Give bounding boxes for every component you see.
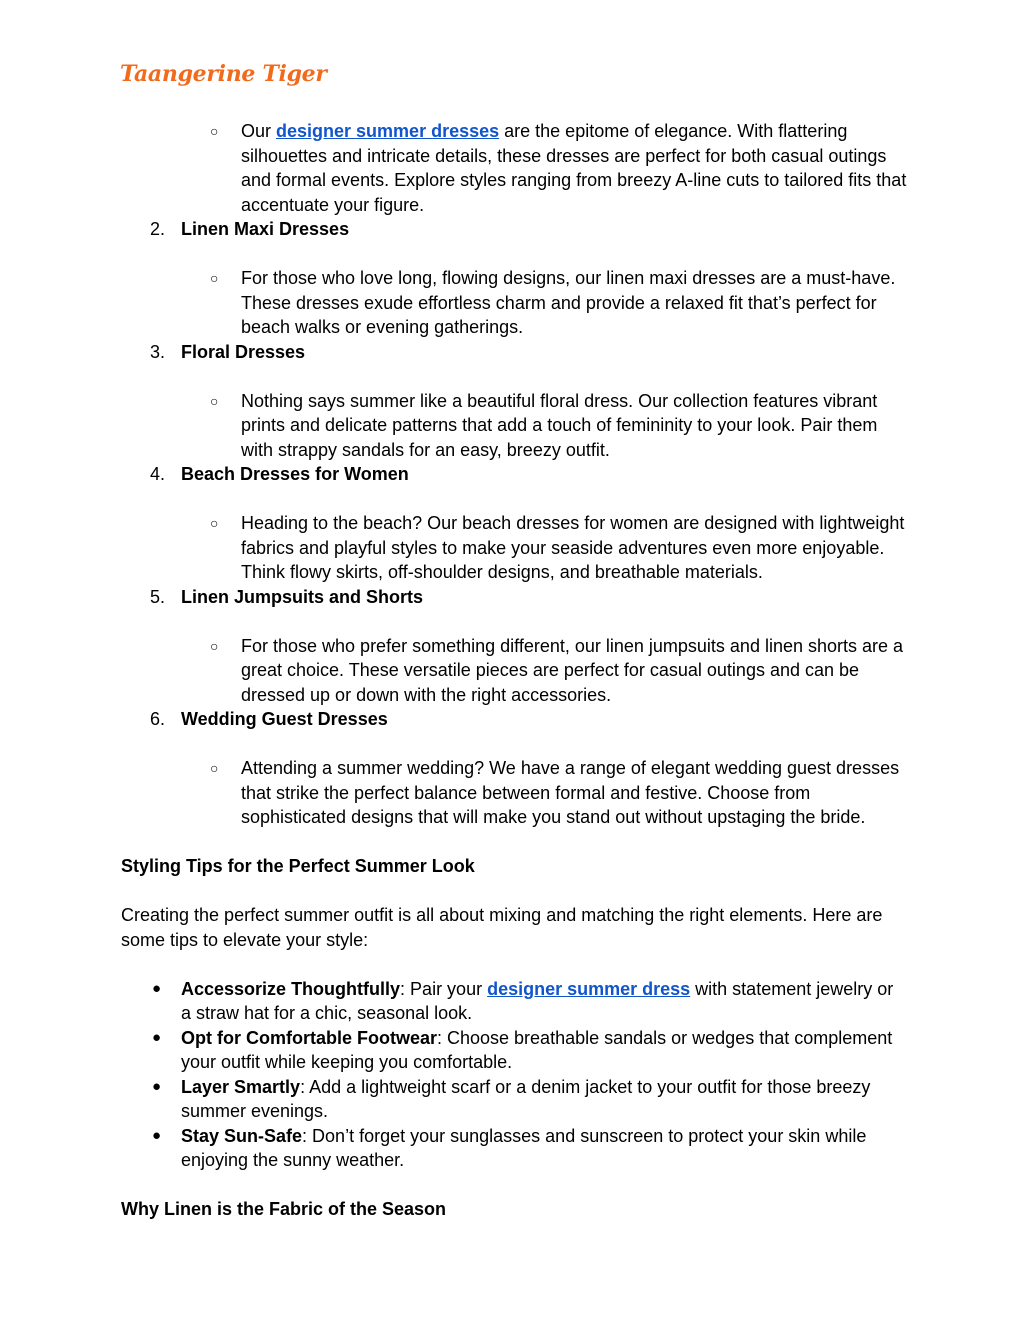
- tip-item: [152, 977, 901, 1026]
- numbered-title: Beach Dresses for Women: [181, 464, 409, 484]
- list-item: [210, 511, 907, 585]
- tip-text: : Don’t forget your sunglasses and sunscreen to protect your skin while enjoying the sunny weather.: [181, 1125, 867, 1170]
- list-item: [210, 266, 907, 340]
- list-number: 5.: [150, 586, 166, 607]
- bullet-dot-icon: ●: [152, 979, 162, 997]
- item-text-rest: are the epitome of elegance. With flattering silhouettes and intricate details, these dresses are perfect for both casual outings and formal events. Explore styles ranging from breezy A-line cuts to tailored fits that accentuate your figure.: [241, 121, 907, 215]
- list-number: 4.: [150, 464, 166, 484]
- numbered-title: Floral Dresses: [181, 341, 306, 362]
- item-text: Heading to the beach? Our beach dresses for women are designed with lightweight fabrics and playful styles to make your seaside adventures even more enjoyable. Think flowy skirts, off-shoulder designs, and breathable materials.: [241, 513, 905, 582]
- tip-title: Layer Smartly: [181, 1076, 301, 1097]
- bullet-dot-icon: ●: [152, 1077, 162, 1095]
- tip-item: [152, 1026, 901, 1075]
- bullet-dot-icon: ●: [152, 1028, 162, 1046]
- document-body: [0, 119, 1024, 1222]
- tip-text-end: with statement jewelry or a straw hat for a chic, seasonal look.: [181, 978, 894, 1023]
- bullet-dot-icon: ●: [152, 1126, 162, 1144]
- list-item-designer-dresses: [210, 119, 907, 217]
- tip-title: Opt for Comfortable Footwear: [181, 1027, 437, 1048]
- tip-title: Accessorize Thoughtfully: [181, 978, 401, 999]
- circle-bullet-icon: ○: [210, 123, 219, 139]
- item-text-prefix: Our: [241, 121, 277, 141]
- numbered-heading: [150, 462, 1024, 487]
- designer-summer-dresses-link[interactable]: designer summer dresses: [276, 121, 500, 141]
- numbered-heading: [150, 340, 1024, 365]
- item-text: Nothing says summer like a beautiful floral dress. Our collection features vibrant prints and delicate patterns that add a touch of femininity to your look. Pair them with strappy sandals for an easy, breezy outfit.: [241, 390, 878, 460]
- item-text: For those who prefer something different, our linen jumpsuits and linen shorts are a great choice. These versatile pieces are perfect for casual outings and can be dressed up or down with the right accessories.: [241, 635, 904, 705]
- circle-bullet-icon: ○: [210, 392, 219, 409]
- list-item: [210, 756, 907, 830]
- list-item: [210, 389, 907, 463]
- tip-item: [152, 1124, 901, 1173]
- numbered-heading: [150, 217, 1024, 242]
- tip-text: : Pair your: [400, 978, 488, 999]
- list-number: 6.: [150, 709, 166, 729]
- item-text: Attending a summer wedding? We have a range of elegant wedding guest dresses that strike the perfect balance between formal and festive. Choose from sophisticated designs that will make you stand out without upstaging the bride.: [241, 758, 900, 827]
- circle-bullet-icon: ○: [210, 270, 219, 286]
- styling-intro-paragraph: Creating the perfect summer outfit is all about mixing and matching the right elements. Here are some tips to elevate your style:: [121, 905, 883, 950]
- tip-text: : Add a lightweight scarf or a denim jacket to your outfit for those breezy summer evenings.: [181, 1076, 871, 1121]
- circle-bullet-icon: ○: [210, 760, 219, 776]
- numbered-title: Linen Jumpsuits and Shorts: [181, 586, 424, 607]
- designer-summer-dress-link[interactable]: designer summer dress: [487, 978, 691, 999]
- list-number: 2.: [150, 219, 166, 239]
- tip-item: [152, 1075, 901, 1124]
- tip-text: : Choose breathable sandals or wedges that complement your outfit while keeping you comfortable.: [181, 1027, 893, 1072]
- numbered-title: Wedding Guest Dresses: [181, 709, 388, 729]
- numbered-heading: [150, 707, 1024, 732]
- numbered-heading: [150, 585, 1024, 610]
- section-heading-linen: Why Linen is the Fabric of the Season: [121, 1199, 447, 1219]
- tip-title: Stay Sun-Safe: [181, 1125, 303, 1146]
- brand-logo: Taangerine Tiger: [120, 61, 327, 87]
- circle-bullet-icon: ○: [210, 637, 219, 654]
- numbered-title: Linen Maxi Dresses: [181, 219, 350, 239]
- list-item: [210, 634, 907, 708]
- section-heading-styling-tips: Styling Tips for the Perfect Summer Look: [121, 856, 475, 876]
- list-number: 3.: [150, 341, 166, 362]
- circle-bullet-icon: ○: [210, 515, 219, 531]
- item-text: For those who love long, flowing designs, our linen maxi dresses are a must-have. These dresses exude effortless charm and provide a relaxed fit that’s perfect for beach walks or evening gatherings.: [241, 268, 896, 337]
